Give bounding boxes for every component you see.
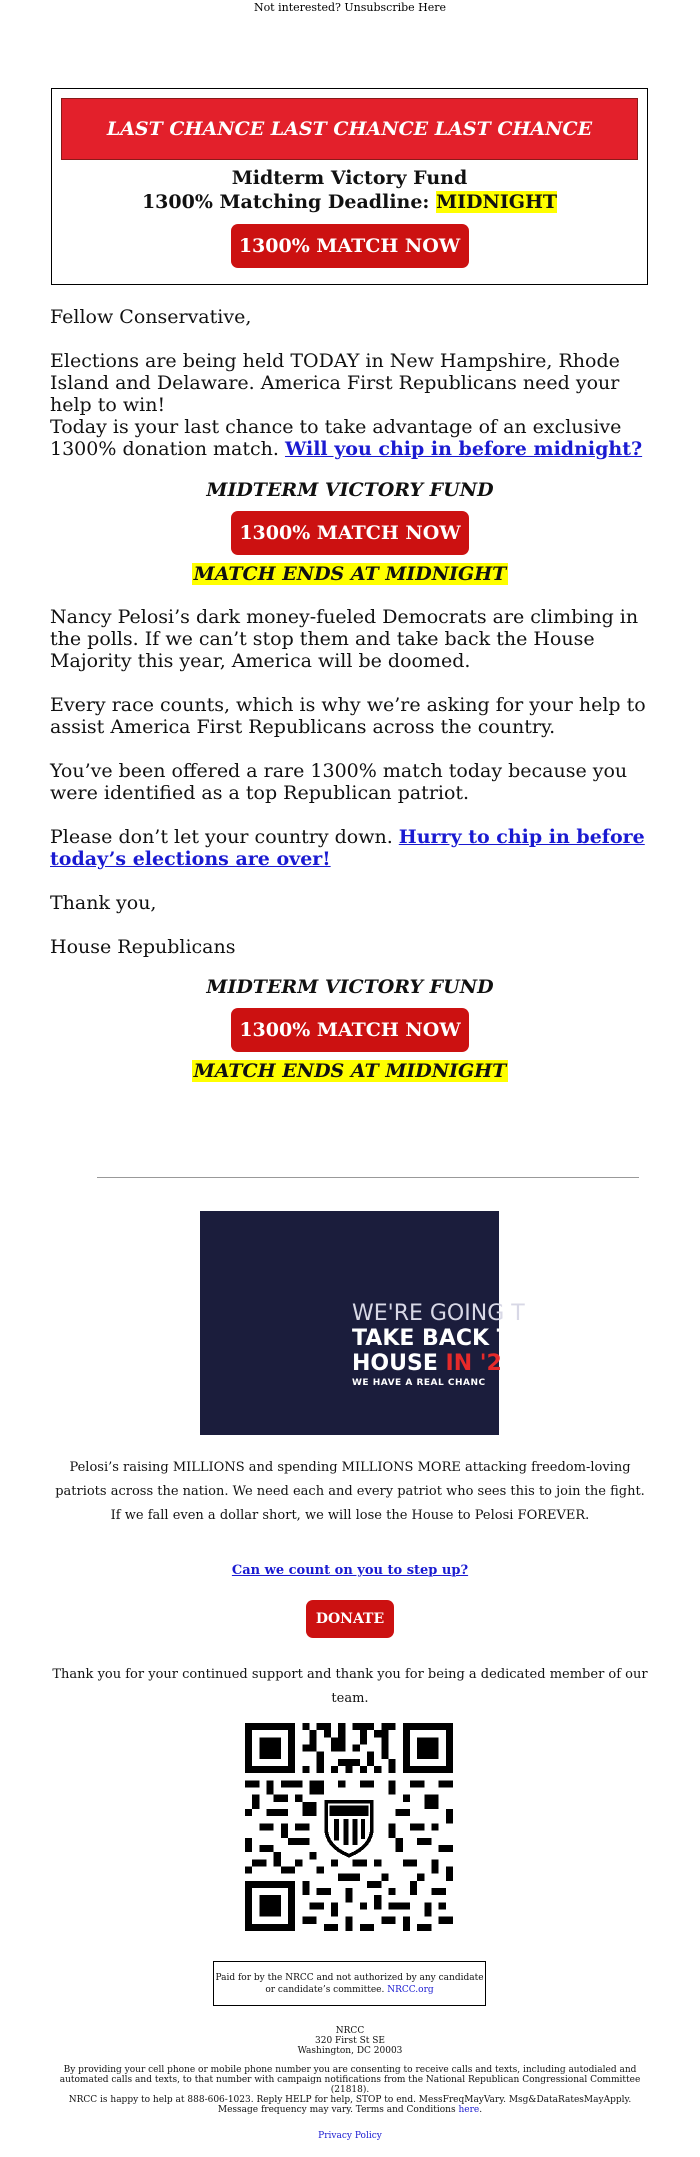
footer-help-period: . [479,2105,483,2115]
deadline-line [52,190,647,214]
privacy-policy-link[interactable]: Privacy Policy [318,2131,382,2141]
footer-help-text: NRCC is happy to help at 888-606-1023. Reply HELP for help, STOP to end. MessFreqMayVary. Msg&DataRatesMayApply. Message frequency may vary. Terms and Conditions [68,2095,632,2115]
cta-2-wrap [0,1008,700,1052]
footer-org: NRCC [335,2026,365,2036]
fund-label-2-wrap [0,976,700,998]
footer-consent: By providing your cell phone or mobile phone number you are consenting to receive calls and texts, including autodialed and automated calls and texts, to that number with campaign notifications from the National Republican Congressional Committee (21818). [59,2065,641,2095]
promo-thanks: Thank you for your continued support and thank you for being a dedicated member of our team. [52,1667,648,1706]
footer-help [48,2095,652,2115]
footer-address [48,2026,652,2056]
promo-line-3b: IN '2 [445,1351,502,1376]
ends-1-wrap [0,563,700,585]
promo-line-1: WE'RE GOING T [352,1301,525,1326]
divider [97,1177,639,1178]
fund-label-1-wrap [0,479,700,501]
match-ends-label: MATCH ENDS AT MIDNIGHT [193,563,507,585]
hurry-link[interactable]: Hurry to chip in before today’s elections are over! [50,826,645,870]
paragraph-2-text: Today is your last chance to take advantage of an exclusive 1300% donation match. [50,416,622,460]
nrcc-link[interactable]: NRCC.org [387,1985,434,1995]
promo-link-wrap [0,1559,700,1578]
paragraph-2 [50,416,650,460]
footer-address-1: 320 First St SE [315,2036,385,2046]
paid-for-box [213,1961,486,2006]
privacy-wrap [48,2131,652,2141]
qr-code[interactable] [245,1723,453,1931]
chip-in-link[interactable]: Will you chip in before midnight? [284,438,643,460]
promo-line-3a: HOUSE [352,1351,446,1376]
match-now-button-2[interactable]: 1300% MATCH NOW [231,1008,469,1052]
fund-label-2: MIDTERM VICTORY FUND [206,976,494,998]
match-ends-label-2: MATCH ENDS AT MIDNIGHT [193,1060,507,1082]
step-up-link[interactable]: Can we count on you to step up? [231,1563,469,1578]
match-now-button[interactable]: 1300% MATCH NOW [231,511,469,555]
deadline-prefix: 1300% Matching Deadline: [141,191,437,213]
promo-line-4: WE HAVE A REAL CHANC [352,1378,486,1388]
fund-title: Midterm Victory Fund [231,167,468,189]
paragraph-1: Elections are being held TODAY in New Hampshire, Rhode Island and Delaware. America First Republicans need your help to win! [50,350,620,416]
paragraph-3: Nancy Pelosi’s dark money-fueled Democrats are climbing in the polls. If we can’t stop them and take back the House Majority this year, America will be doomed. [50,606,639,672]
promo-line-3 [352,1351,552,1376]
paragraph-5: You’ve been offered a rare 1300% match today because you were identified as a top Republican patriot. [50,760,628,804]
unsubscribe-link[interactable] [0,1,700,15]
donate-wrap [0,1600,700,1638]
paid-for-text: Paid for by the NRCC and not authorized by any candidate or candidate’s committee. [215,1973,484,1995]
header-box [51,88,648,285]
paragraph-4: Every race counts, which is why we’re asking for your help to assist America First Republicans across the country. [50,694,646,738]
header-match-button[interactable]: 1300% MATCH NOW [231,224,469,268]
paragraph-6-text: Please don’t let your country down. [50,826,399,848]
header-title [52,166,647,214]
unsubscribe-text[interactable]: Not interested? Unsubscribe Here [253,1,447,14]
cta-1-wrap [0,511,700,555]
fund-label: MIDTERM VICTORY FUND [206,479,494,501]
thanks: Thank you, [50,892,157,914]
promo-image[interactable] [200,1211,531,1435]
ends-2-wrap [0,1060,700,1082]
promo-image-text [352,1301,552,1390]
paragraph-6 [50,826,650,870]
footer-address-2: Washington, DC 20003 [297,2046,403,2056]
signature: House Republicans [50,936,236,958]
deadline-value: MIDNIGHT [436,191,558,213]
promo-line-2: TAKE BACK TH [352,1326,531,1351]
header-cta-wrap [52,224,647,268]
greeting: Fellow Conservative, [50,306,252,328]
last-chance-banner: LAST CHANCE LAST CHANCE LAST CHANCE [61,98,638,160]
promo-text: Pelosi’s raising MILLIONS and spending MILLIONS MORE attacking freedom-loving patriots across the nation. We need each and every patriot who sees this to join the fight. If we fall even a dollar short, we will lose the House to Pelosi FOREVER. [55,1460,645,1523]
donate-button[interactable]: DONATE [306,1600,394,1638]
terms-link[interactable]: here [458,2105,480,2115]
